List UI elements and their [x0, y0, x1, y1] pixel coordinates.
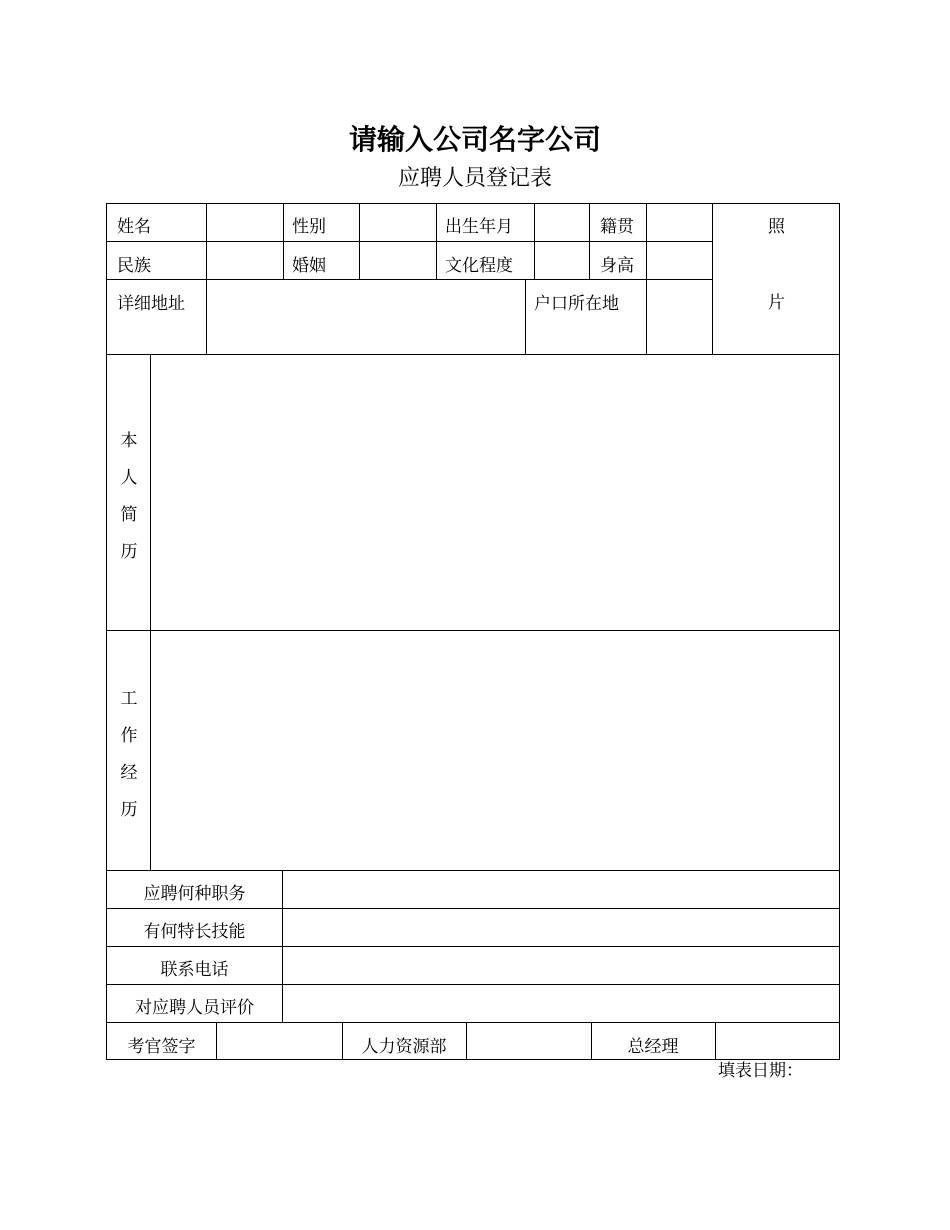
col-line: [712, 204, 713, 354]
col-line: [715, 1022, 716, 1060]
col-line: [282, 870, 283, 1022]
row-line: [107, 984, 839, 985]
label-interviewer-signature: 考官签字: [127, 1037, 196, 1057]
col-line: [283, 204, 284, 279]
label-resume-char: 简: [120, 505, 138, 525]
label-phone: 联系电话: [160, 960, 229, 980]
label-hr-department: 人力资源部: [361, 1037, 447, 1057]
label-work-history-char: 工: [120, 689, 138, 709]
col-line: [359, 204, 360, 279]
col-line: [589, 204, 590, 279]
label-education: 文化程度: [445, 256, 513, 276]
label-gender: 性别: [292, 217, 326, 237]
col-line: [206, 204, 207, 354]
row-line: [107, 870, 839, 871]
label-native-place: 籍贯: [600, 217, 634, 237]
row-line: [107, 946, 839, 947]
label-work-history-char: 作: [120, 726, 138, 746]
label-evaluation: 对应聘人员评价: [135, 998, 254, 1018]
label-marital-status: 婚姻: [292, 256, 326, 276]
label-special-skills: 有何特长技能: [143, 922, 246, 942]
label-resume-char: 人: [120, 468, 138, 488]
col-line: [436, 204, 437, 279]
label-work-history: [107, 681, 151, 829]
row-line: [107, 908, 839, 909]
row-line: [107, 354, 839, 355]
page-title: 请输入公司名字公司: [348, 123, 601, 156]
row-line: [107, 630, 839, 631]
col-line: [646, 204, 647, 354]
label-address: 详细地址: [117, 294, 185, 314]
form-title: 应聘人员登记表: [397, 166, 552, 191]
label-general-manager: 总经理: [627, 1037, 679, 1057]
row-line: [107, 279, 712, 280]
col-line: [216, 1022, 217, 1060]
label-household-location: 户口所在地: [534, 294, 619, 314]
label-name: 姓名: [117, 217, 151, 237]
label-ethnicity: 民族: [117, 256, 151, 276]
label-work-history-char: 经: [120, 763, 138, 783]
label-resume-char: 本: [120, 431, 138, 451]
label-resume-char: 历: [120, 542, 138, 562]
label-photo-bottom: 片: [768, 293, 785, 313]
col-line: [525, 279, 526, 354]
label-height: 身高: [600, 256, 634, 276]
label-birth-date: 出生年月: [445, 217, 513, 237]
row-line: [107, 241, 712, 242]
col-line: [534, 204, 535, 279]
label-position-applied: 应聘何种职务: [143, 884, 246, 904]
label-work-history-char: 历: [120, 800, 138, 820]
col-line: [466, 1022, 467, 1060]
fill-date-label: 填表日期：: [718, 1061, 803, 1081]
label-resume: [107, 423, 151, 571]
registration-form: [106, 203, 840, 1060]
label-photo-top: 照: [768, 217, 785, 237]
